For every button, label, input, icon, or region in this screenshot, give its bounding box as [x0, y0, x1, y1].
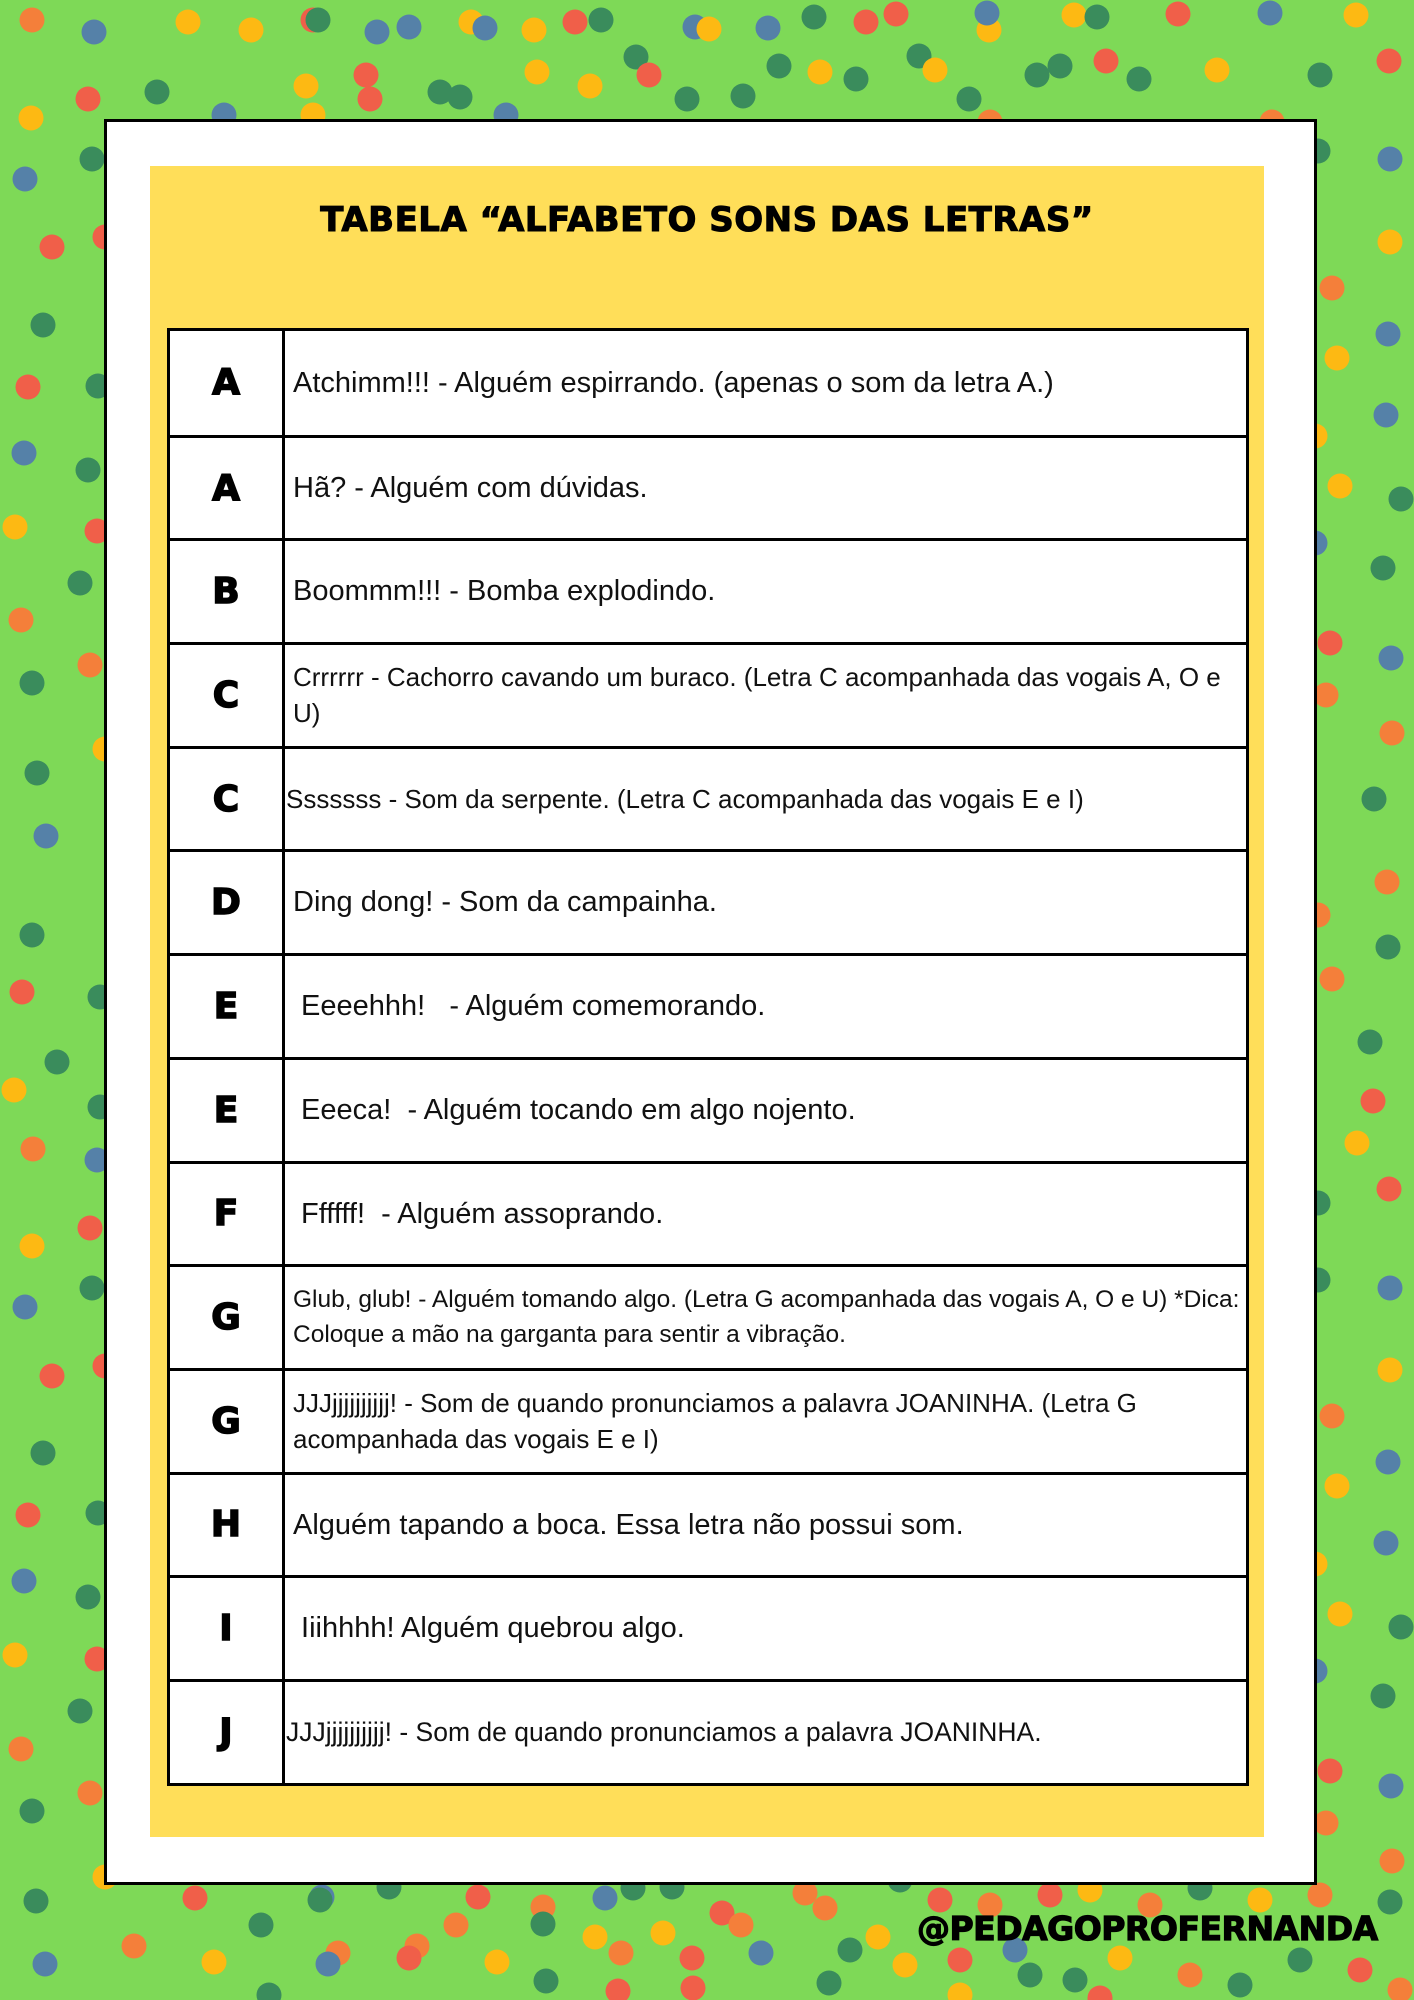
row-letter: C — [170, 749, 285, 850]
row-description: Crrrrrr - Cachorro cavando um buraco. (Letra C acompanhada das vogais A, O e U) — [293, 662, 1221, 729]
row-description: Iiihhhh! Alguém quebrou algo. — [293, 1612, 685, 1645]
table-row — [170, 1161, 1246, 1265]
alphabet-sounds-table — [167, 328, 1249, 1786]
row-description: Atchimm!!! - Alguém espirrando. (apenas o som da letra A.) — [293, 366, 1054, 399]
table-row — [170, 435, 1246, 539]
row-letter: G — [170, 1371, 285, 1472]
row-description: Eeeca! - Alguém tocando em algo nojento. — [293, 1093, 856, 1126]
author-handle: @PEDAGOPROFERNANDA — [917, 1909, 1378, 1948]
row-letter: E — [170, 1060, 285, 1161]
row-letter: E — [170, 956, 285, 1057]
table-row — [170, 642, 1246, 746]
table-row — [170, 1679, 1246, 1783]
row-description: Boommm!!! - Bomba explodindo. — [293, 575, 716, 608]
row-letter: A — [170, 438, 285, 539]
row-description: Sssssss - Som da serpente. (Letra C acompanhada das vogais E e I) — [286, 783, 1084, 814]
row-description: Ding dong! - Som da campainha. — [293, 886, 717, 919]
table-row — [170, 1368, 1246, 1472]
table-row — [170, 1575, 1246, 1679]
row-description: Hã? - Alguém com dúvidas. — [293, 471, 648, 504]
table-row — [170, 849, 1246, 953]
row-description: Eeeehhh! - Alguém comemorando. — [293, 990, 766, 1023]
table-row — [170, 538, 1246, 642]
table-row — [170, 1264, 1246, 1368]
table-row — [170, 1057, 1246, 1161]
row-description: JJJjjjjjjjjjj! - Som de quando pronunciamos a palavra JOANINHA. — [286, 1716, 1042, 1747]
row-letter: I — [170, 1578, 285, 1679]
row-letter: A — [170, 331, 285, 435]
table-row — [170, 746, 1246, 850]
table-row — [170, 1472, 1246, 1576]
row-letter: D — [170, 852, 285, 953]
table-row — [170, 953, 1246, 1057]
row-letter: F — [170, 1164, 285, 1265]
row-letter: B — [170, 541, 285, 642]
row-description: Glub, glub! - Alguém tomando algo. (Letra G acompanhada das vogais A, O e U) *Dica: Coloque a mão na garganta para sentir a vibração. — [293, 1286, 1240, 1348]
page-title: TABELA “ALFABETO SONS DAS LETRAS” — [320, 200, 1094, 240]
row-description: Alguém tapando a boca. Essa letra não possui som. — [293, 1508, 964, 1541]
table-row — [170, 331, 1246, 435]
row-letter: H — [170, 1475, 285, 1576]
row-letter: J — [170, 1682, 285, 1783]
row-letter: C — [170, 645, 285, 746]
row-letter: G — [170, 1267, 285, 1368]
row-description: Ffffff! - Alguém assoprando. — [293, 1197, 664, 1230]
row-description: JJJjjjjjjjjjj! - Som de quando pronunciamos a palavra JOANINHA. (Letra G acompanhada das vogais E e I) — [293, 1387, 1137, 1455]
yellow-panel — [150, 166, 1264, 1837]
